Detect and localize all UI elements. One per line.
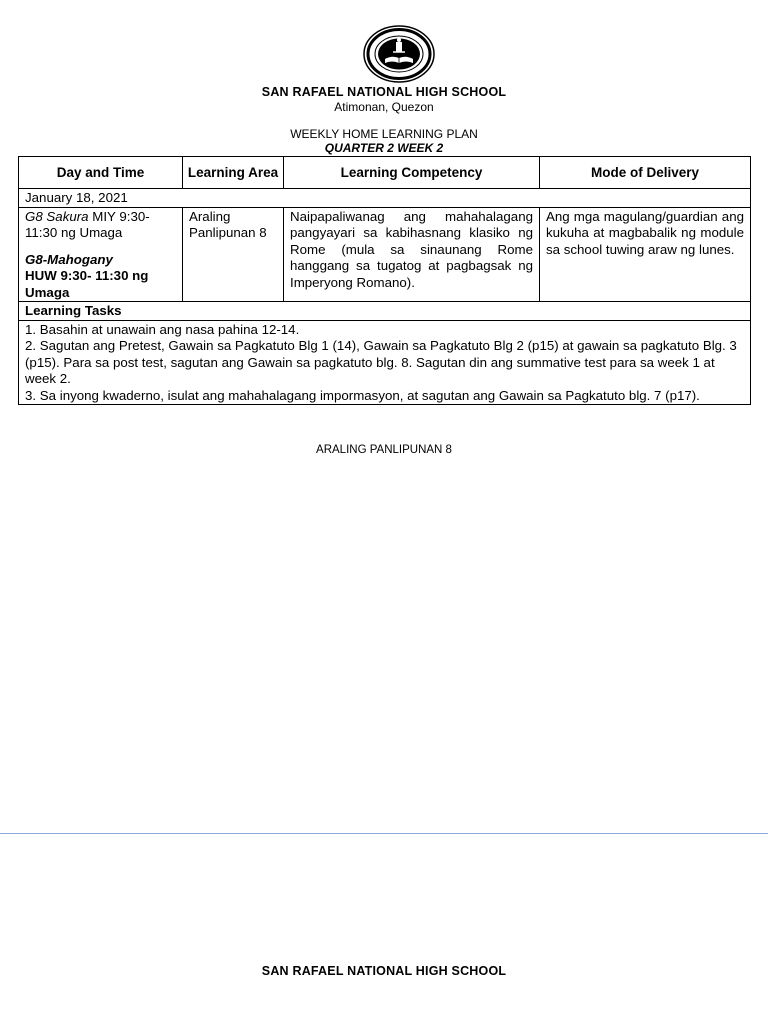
school-seal-logo	[363, 25, 435, 83]
date-row	[19, 189, 751, 208]
day-time-cell	[19, 207, 183, 302]
learning-plan-table	[18, 156, 751, 405]
section2-time: HUW 9:30- 11:30 ng Umaga	[25, 268, 149, 300]
school-location: Atimonan, Quezon	[334, 100, 434, 114]
section1-name: G8 Sakura	[25, 208, 89, 224]
school-name: SAN RAFAEL NATIONAL HIGH SCHOOL	[261, 85, 507, 99]
learning-area-cell: Araling Panlipunan 8	[183, 207, 284, 302]
header-learning-competency: Learning Competency	[284, 157, 540, 189]
tasks-row	[19, 320, 751, 405]
date-cell: January 18, 2021	[19, 189, 751, 208]
section2-name: G8-Mahogany	[25, 251, 113, 267]
page-separator	[0, 833, 768, 834]
next-page-school-name: SAN RAFAEL NATIONAL HIGH SCHOOL	[261, 964, 507, 978]
header-mode-of-delivery: Mode of Delivery	[540, 157, 751, 189]
task-item: 2. Sagutan ang Pretest, Gawain sa Pagkatuto Blg 1 (14), Gawain sa Pagkatuto Blg 2 (p15) at gawain sa pagkatuto Blg. 3 (p15). Para sa post test, sagutan ang Gawain sa pagkatuto blg. 8. Sagutan din ang summative test para sa week 1 at week 2.	[25, 338, 737, 386]
table-row	[19, 207, 751, 302]
table-header-row	[19, 157, 751, 189]
quarter-week: QUARTER 2 WEEK 2	[324, 141, 444, 155]
delivery-cell: Ang mga magulang/guardian ang kukuha at magbabalik ng module sa school tuwing araw ng lunes.	[540, 207, 751, 302]
footer-subject: ARALING PANLIPUNAN 8	[316, 444, 452, 456]
tasks-header-cell: Learning Tasks	[19, 302, 751, 321]
header-learning-area: Learning Area	[183, 157, 284, 189]
header-day-time: Day and Time	[19, 157, 183, 189]
section1-schedule	[25, 209, 176, 242]
plan-title: WEEKLY HOME LEARNING PLAN	[290, 127, 478, 141]
tasks-cell	[19, 320, 751, 405]
competency-cell: Naipapaliwanag ang mahahalagang pangyayari sa kabihasnang klasiko ng Rome (mula sa sinaunang Rome hanggang sa tugatog at pagbagsak ng Imperyong Romano).	[284, 207, 540, 302]
task-item: 1. Basahin at unawain ang nasa pahina 12-14.	[25, 321, 300, 337]
tasks-header-row	[19, 302, 751, 321]
task-item: 3. Sa inyong kwaderno, isulat ang mahahalagang impormasyon, at sagutan ang Gawain sa Pagkatuto blg. 7 (p17).	[25, 387, 700, 403]
section1-time: MIY 9:30-11:30 ng Umaga	[25, 208, 150, 240]
